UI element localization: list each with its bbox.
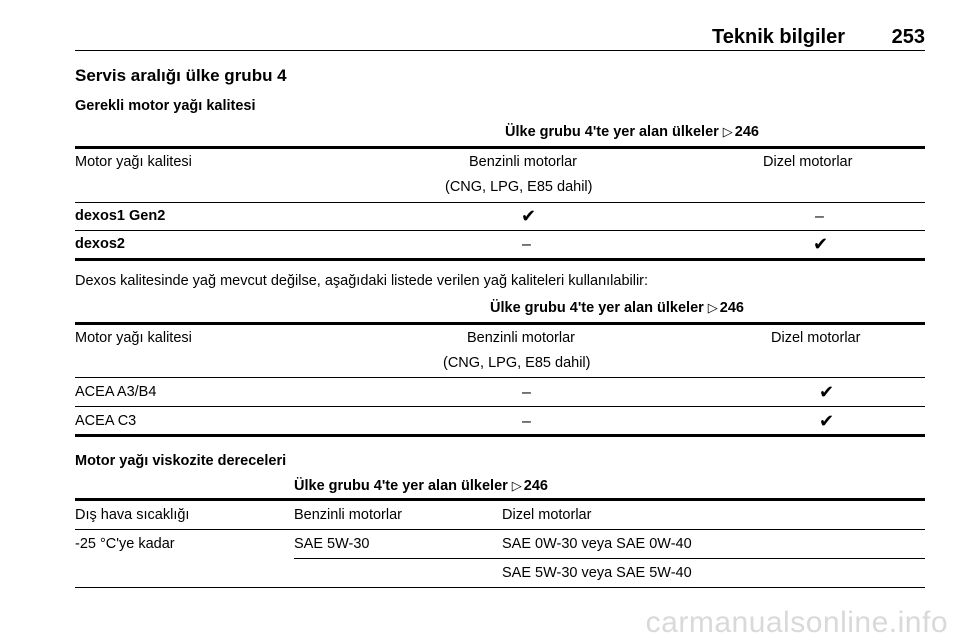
oil-quality-table [75, 122, 925, 262]
row-name: ACEA A3/B4 [75, 384, 157, 400]
row-name: ACEA C3 [75, 413, 137, 429]
column-header-petrol-sub: (CNG, LPG, E85 dahil) [445, 179, 593, 195]
countries-header [490, 300, 744, 316]
row-diesel-grade: SAE 0W-30 veya SAE 0W-40 [502, 536, 692, 552]
check-icon: ✔ [813, 234, 829, 254]
dash-mark: – [522, 384, 531, 401]
column-header-diesel: Dizel motorlar [502, 507, 592, 523]
column-header-diesel: Dizel motorlar [771, 330, 861, 346]
countries-ref[interactable]: 246 [523, 478, 548, 494]
countries-ref[interactable]: 246 [719, 300, 744, 316]
page-header [75, 26, 925, 51]
countries-ref[interactable]: 246 [734, 124, 759, 140]
column-header-petrol-sub: (CNG, LPG, E85 dahil) [443, 355, 591, 371]
header-title: Teknik bilgiler [712, 26, 845, 48]
dash-mark: – [815, 208, 824, 225]
column-header-temperature: Dış hava sıcaklığı [75, 507, 190, 523]
column-header-diesel: Dizel motorlar [763, 154, 853, 170]
column-header-quality: Motor yağı kalitesi [75, 154, 192, 170]
column-header-quality: Motor yağı kalitesi [75, 330, 192, 346]
table-rule [75, 202, 925, 203]
countries-label: Ülke grubu 4'te yer alan ülkeler [505, 124, 719, 140]
check-icon: ✔ [819, 382, 835, 402]
row-name: dexos1 Gen2 [75, 208, 166, 224]
dash-mark: – [522, 236, 531, 253]
countries-label: Ülke grubu 4'te yer alan ülkeler [490, 300, 704, 316]
row-diesel-grade: SAE 5W-30 veya SAE 5W-40 [502, 565, 692, 581]
column-header-petrol: Benzinli motorlar [294, 507, 402, 523]
table-rule [75, 498, 925, 501]
check-icon: ✔ [521, 206, 537, 226]
body-paragraph: Dexos kalitesinde yağ mevcut değilse, aşağıdaki listede verilen yağ kaliteleri kullanılabilir: [75, 273, 649, 289]
subheading-viscosity: Motor yağı viskozite dereceleri [75, 453, 287, 469]
page-ref-arrow-icon: ▷ [707, 300, 718, 315]
row-petrol-grade: SAE 5W-30 [294, 536, 370, 552]
countries-header [294, 478, 548, 494]
check-icon: ✔ [819, 411, 835, 431]
column-header-petrol: Benzinli motorlar [467, 330, 575, 346]
acea-quality-table [75, 298, 925, 440]
page-ref-arrow-icon: ▷ [511, 478, 522, 493]
table-rule [75, 377, 925, 378]
row-temperature: -25 °C'ye kadar [75, 536, 175, 552]
viscosity-table [75, 476, 925, 596]
column-header-petrol: Benzinli motorlar [469, 154, 577, 170]
table-rule [75, 322, 925, 325]
dash-mark: – [522, 413, 531, 430]
countries-header [505, 124, 759, 140]
section-title: Servis aralığı ülke grubu 4 [75, 66, 287, 85]
table-rule [75, 587, 925, 588]
page-ref-arrow-icon: ▷ [722, 124, 733, 139]
page-number: 253 [891, 26, 925, 48]
table-rule [75, 406, 925, 407]
table-rule [294, 558, 925, 559]
subheading-oil-quality: Gerekli motor yağı kalitesi [75, 98, 256, 114]
table-rule [75, 230, 925, 231]
table-rule [75, 529, 925, 530]
table-rule [75, 434, 925, 437]
watermark: carmanualsonline.info [645, 606, 948, 639]
row-name: dexos2 [75, 236, 125, 252]
countries-label: Ülke grubu 4'te yer alan ülkeler [294, 478, 508, 494]
table-rule [75, 258, 925, 261]
table-rule [75, 146, 925, 149]
